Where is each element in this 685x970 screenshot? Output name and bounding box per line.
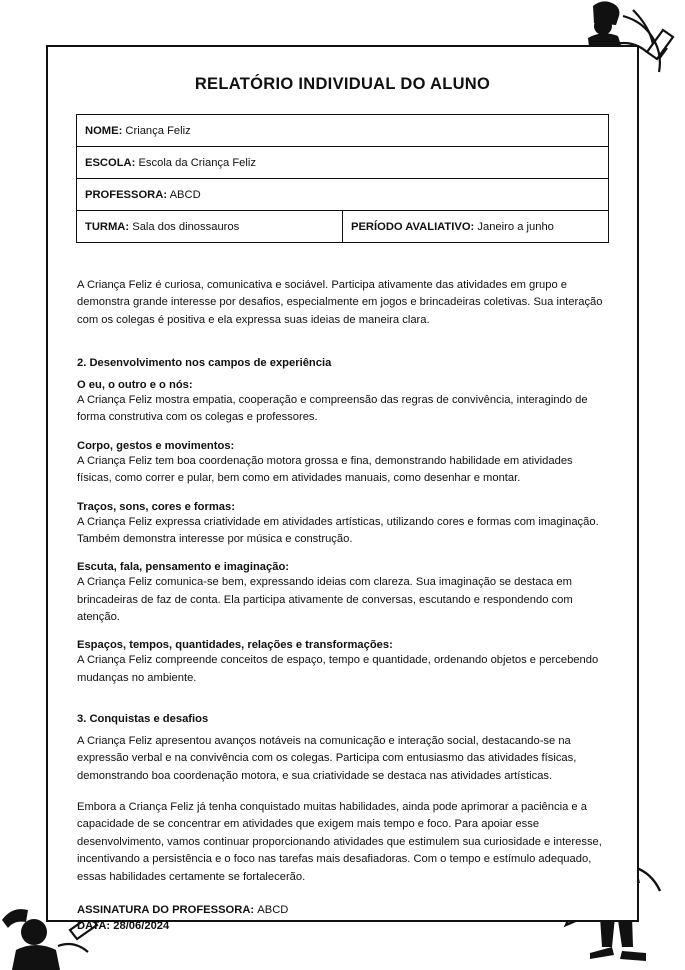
student-info-table	[76, 114, 609, 243]
field-professora-value: ABCD	[169, 188, 201, 201]
item-title: Traços, sons, cores e formas:	[77, 500, 235, 513]
section-2-item	[77, 639, 608, 687]
item-text: A Criança Feliz tem boa coordenação motora grossa e fina, demonstrando habilidade em atividades físicas, como correr e pular, bem como em atividades manuais, como desenhar e montar.	[77, 454, 573, 485]
item-title: Escuta, fala, pensamento e imaginação:	[77, 561, 290, 574]
item-text: A Criança Feliz compreende conceitos de espaço, tempo e quantidade, ordenando objetos e percebendo mudanças no ambiente.	[77, 654, 599, 684]
section-3-heading: 3. Conquistas e desafios	[77, 713, 209, 726]
table-row	[77, 147, 609, 179]
field-nome-value: Criança Feliz	[125, 124, 191, 137]
field-professora-label: PROFESSORA:	[85, 188, 168, 201]
item-title: Corpo, gestos e movimentos:	[77, 439, 235, 452]
item-title: O eu, o outro e o nós:	[77, 379, 193, 392]
field-periodo-value: Janeiro a junho	[477, 220, 554, 233]
section-2-item	[77, 501, 608, 549]
section-3	[77, 713, 608, 886]
field-professora	[77, 179, 609, 211]
date-label: DATA:	[77, 919, 111, 932]
item-text: A Criança Feliz comunica-se bem, expressando ideias com clareza. Sua imaginação se destaca em brincadeiras de faz de conta. Ela participa ativamente de conversas, escutando e respondendo com atenção.	[77, 576, 573, 623]
item-text: A Criança Feliz expressa criatividade em atividades artísticas, utilizando cores e formas com imaginação. Também demonstra interesse por música e construção.	[77, 515, 599, 545]
signature-line	[77, 904, 608, 916]
table-row	[77, 211, 609, 243]
spacer	[76, 247, 609, 277]
intro-paragraph: A Criança Feliz é curiosa, comunicativa e sociável. Participa ativamente das atividades em grupo e demonstra grande interesse por desafios, especialmente em jogos e brincadeiras coletivas. Sua interação com os colegas é positiva e ela expressa suas ideias de maneira clara.	[77, 279, 603, 326]
document-sheet	[46, 45, 639, 932]
date-line	[77, 920, 608, 932]
report-body	[76, 277, 609, 932]
section-2-item	[77, 440, 608, 488]
field-turma	[77, 211, 343, 243]
date-value: 28/06/2024	[113, 919, 170, 932]
section-2-heading: 2. Desenvolvimento nos campos de experiência	[77, 357, 332, 370]
field-escola-value: Escola da Criança Feliz	[138, 156, 256, 169]
table-row	[77, 179, 609, 211]
section-2-item	[77, 379, 608, 427]
field-nome	[77, 115, 609, 147]
signature-label: ASSINATURA DO PROFESSORA:	[77, 903, 255, 916]
page-title: RELATÓRIO INDIVIDUAL DO ALUNO	[194, 75, 491, 93]
field-escola-label: ESCOLA:	[85, 156, 136, 169]
field-turma-value: Sala dos dinossauros	[132, 220, 240, 233]
field-nome-label: NOME:	[85, 124, 123, 137]
field-turma-label: TURMA:	[85, 220, 130, 233]
section-3-paragraph-1: A Criança Feliz apresentou avanços notáveis na comunicação e interação social, destacando-se na expressão verbal e na convivência com os colegas. Participa com entusiasmo das atividades físicas, demonstrando boa coordenação motora, e sua criatividade se destaca nas atividades artísticas.	[77, 735, 577, 782]
field-periodo	[343, 211, 609, 243]
section-2	[77, 357, 608, 687]
signature-block	[77, 904, 608, 932]
field-periodo-label: PERÍODO AVALIATIVO:	[351, 220, 475, 233]
section-2-item	[77, 561, 608, 626]
item-text: A Criança Feliz mostra empatia, cooperação e compreensão das regras de convivência, interagindo de forma construtiva com os colegas e professores.	[77, 394, 588, 424]
field-escola	[77, 147, 609, 179]
section-3-paragraph-2: Embora a Criança Feliz já tenha conquistado muitas habilidades, ainda pode aprimorar a paciência e a capacidade de se concentrar em atividades que exigem mais tempo e foco. Para apoiar esse desenvolvimento, vamos continuar proporcionando atividades que estimulem sua curiosidade e interesse, incentivando a persistência e o foco nas tarefas mais desafiadoras. Com o tempo e estímulo adequado, essas habilidades certamente se fortalecerão.	[77, 801, 602, 883]
item-title: Espaços, tempos, quantidades, relações e transformações:	[77, 639, 393, 652]
table-row	[77, 115, 609, 147]
signature-value: ABCD	[257, 903, 289, 916]
